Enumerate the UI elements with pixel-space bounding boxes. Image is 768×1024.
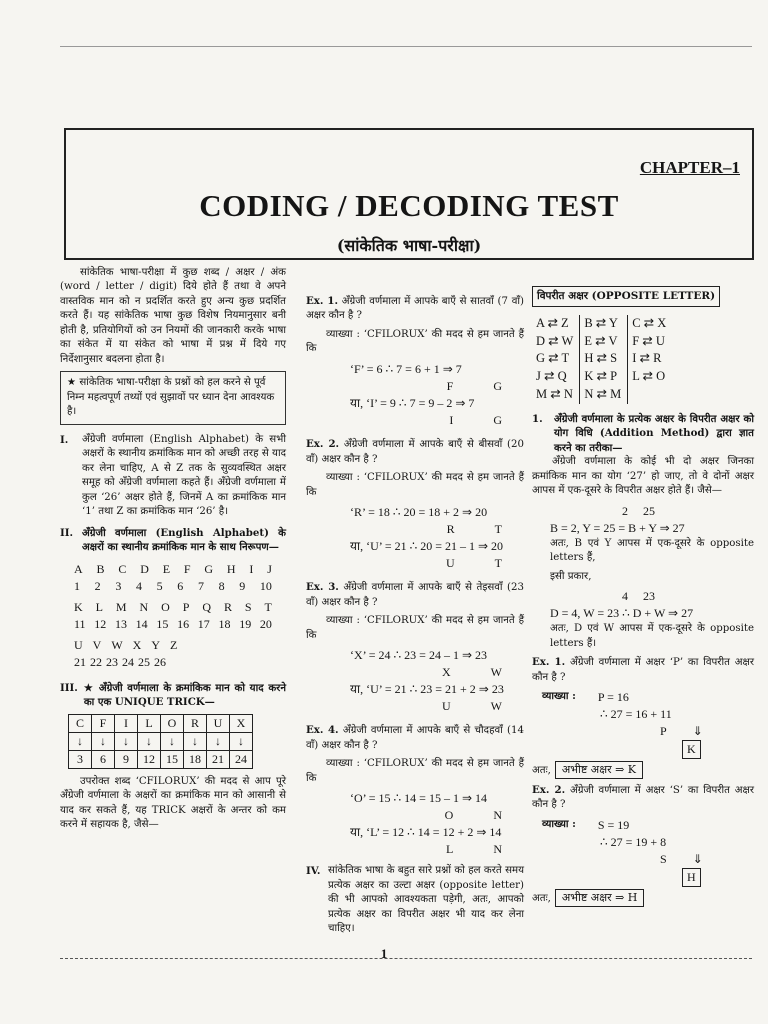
- example-letter: W: [490, 699, 502, 714]
- ex1-working: [542, 689, 754, 706]
- ex2-result-letter: H: [682, 868, 701, 887]
- alphabet-number: 6: [177, 578, 184, 593]
- opposite-pair: B ⇄ Y: [580, 315, 628, 333]
- alphabet-letter: J: [267, 561, 272, 576]
- trick-letter: U: [207, 714, 230, 732]
- example-letters: [306, 664, 524, 681]
- example-hint: व्याख्या : ‘CFILORUX’ की मदद से हम जानते हैं कि: [306, 615, 524, 641]
- alphabet-letter: W: [111, 637, 123, 652]
- page-number: 1: [380, 946, 388, 961]
- alphabet-letter: O: [161, 599, 170, 614]
- alphabet-number: 5: [156, 578, 163, 593]
- alphabet-number: 24: [122, 654, 134, 669]
- ex2-equation: ∴ 27 = 19 + 8: [600, 834, 667, 849]
- trick-letter: F: [92, 714, 115, 732]
- example-letters: [306, 698, 524, 715]
- alphabet-number: 10: [259, 578, 272, 593]
- alphabet-number: 19: [239, 616, 252, 631]
- example-a-numbers: 2 25: [622, 503, 655, 518]
- example-hint: व्याख्या : ‘CFILORUX’ की मदद से हम जानते हैं कि: [306, 328, 524, 355]
- alphabet-number: 1: [74, 578, 80, 593]
- alphabet-letter: C: [118, 561, 127, 576]
- ex1-equation: ∴ 27 = 16 + 11: [600, 707, 672, 722]
- alphabet-number: 2: [94, 578, 101, 593]
- opposite-pair: C ⇄ X: [628, 315, 673, 333]
- example-letter: U: [445, 556, 455, 571]
- alphabet-number: 20: [259, 616, 272, 631]
- ex1-answer: [532, 761, 754, 779]
- trick-arrow: ↓: [69, 732, 92, 750]
- example-letter: O: [444, 808, 454, 823]
- alphabet-letter: B: [96, 561, 105, 576]
- column-right: [532, 286, 754, 911]
- alphabet-number: 13: [114, 616, 127, 631]
- alphabet-letter: K: [74, 599, 83, 614]
- ex2-question: [532, 783, 754, 813]
- opposite-pair: H ⇄ S: [580, 350, 628, 368]
- ex1-value: P = 16: [597, 690, 629, 705]
- ex1-arrow: ⇓: [692, 724, 703, 739]
- example-question: [306, 437, 524, 467]
- example-letter: T: [494, 556, 502, 571]
- opposite-pair: A ⇄ Z: [536, 315, 569, 330]
- ex2-number: Ex. 2.: [532, 783, 566, 796]
- alphabet-table: [60, 561, 286, 675]
- section-1-text: अँग्रेजी वर्णमाला (English Alphabet) के सभी अक्षरों के स्थानीय क्रमांकिक मान को अच्छी तरह से याद कर लेना चाहिए, A से Z तक के सुव्यवस्थित अक्षर समूह को अँग्रेजी वर्णमाला कहते हैं। अँग्रेजी वर्णमाला में कुल ‘26’ अक्षर होते हैं, जिनमें A का क्रमांकिक मान ‘1’ तथा Z का क्रमांकिक मान ‘26’ है।: [82, 433, 286, 518]
- example-equation: ‘F’ = 6 ∴ 7 = 6 + 1 ⇒ 7: [350, 361, 462, 376]
- opposite-pair: [628, 386, 673, 404]
- example-letters: [306, 378, 524, 395]
- example-a-equation: B = 2, Y = 25 = B + Y ⇒ 27: [550, 520, 685, 535]
- column-left: [60, 266, 286, 837]
- alphabet-number: 4: [135, 578, 142, 593]
- alphabet-letter: L: [95, 599, 103, 614]
- opposite-pair: I ⇄ R: [628, 350, 673, 368]
- example-letter: N: [493, 842, 502, 857]
- alphabet-letter: X: [132, 637, 142, 652]
- opposite-letter-title: विपरीत अक्षर (OPPOSITE LETTER): [532, 286, 720, 307]
- ex2-arrow: ⇓: [692, 851, 703, 866]
- ex2-working: [542, 817, 754, 834]
- opposite-pair: F ⇄ U: [628, 333, 673, 351]
- example-letters: [306, 841, 524, 858]
- alphabet-letter: R: [223, 599, 232, 614]
- example-b-equation: D = 4, W = 23 ∴ D + W ⇒ 27: [550, 606, 694, 621]
- alphabet-number: 8: [218, 578, 225, 593]
- addition-method-text: अँग्रेजी वर्णमाला के प्रत्येक अक्षर के विपरीत अक्षर को योग विधि (Addition Method) द्वारा ज्ञात करने का तरीका—: [554, 412, 754, 454]
- alphabet-letter: S: [244, 599, 252, 614]
- example-letter: G: [493, 413, 502, 428]
- alphabet-letters-row: [60, 599, 286, 616]
- trick-letters-row: [69, 714, 253, 732]
- example-letter: T: [494, 522, 502, 537]
- trick-numbers-row: [69, 750, 253, 768]
- alphabet-letter: Y: [151, 637, 161, 652]
- trick-letter: C: [69, 714, 92, 732]
- opposite-row: [532, 315, 672, 333]
- alphabet-letter: P: [182, 599, 190, 614]
- alphabet-number: 3: [115, 578, 122, 593]
- section-2-text: अँग्रेजी वर्णमाला (English Alphabet) के अक्षरों का स्थानीय क्रमांकिक मान के साथ निरूपण—: [82, 526, 286, 554]
- ex1-label: व्याख्या :: [542, 690, 576, 703]
- top-rule: [60, 46, 752, 47]
- example-letter: F: [446, 378, 454, 393]
- alphabet-numbers-row: [60, 654, 286, 675]
- example-question: [306, 294, 524, 324]
- example-letter: I: [449, 413, 454, 428]
- example-letter: W: [490, 665, 502, 680]
- section-4-label: IV.: [306, 865, 321, 878]
- example-equation: या, ‘I’ = 9 ∴ 7 = 9 – 2 ⇒ 7: [350, 396, 475, 410]
- alphabet-number: 17: [197, 616, 210, 631]
- ex1-question: [532, 655, 754, 685]
- opposite-row: [532, 368, 672, 386]
- example-number: Ex. 4.: [306, 724, 339, 737]
- example-letter: G: [493, 378, 502, 393]
- column-middle: [306, 286, 524, 937]
- alphabet-letter: G: [204, 561, 214, 576]
- alphabet-letter: Q: [202, 599, 212, 614]
- example-letter: L: [445, 842, 454, 857]
- example-question-text: अँग्रेजी वर्णमाला में आपके बाएँ से सातवाँ (7 वाँ) अक्षर कौन है ?: [306, 296, 524, 322]
- ex1-answer-prefix: अतः,: [532, 765, 551, 777]
- ex2-value: S = 19: [597, 817, 630, 832]
- example-equation: ‘R’ = 18 ∴ 20 = 18 + 2 ⇒ 20: [350, 505, 488, 519]
- ex2-letter-row: [660, 851, 754, 868]
- opposite-row: [532, 333, 672, 351]
- note-box: ★ सांकेतिक भाषा-परीक्षा के प्रश्नों को हल करने से पूर्व निम्न महत्वपूर्ण तथ्यों एवं सुझावों पर ध्यान देना आवश्यक है।: [60, 371, 286, 424]
- section-1: [60, 433, 286, 520]
- trick-arrow: ↓: [230, 732, 253, 750]
- trick-number: 9: [115, 750, 138, 768]
- alphabet-letters-row: [60, 561, 286, 578]
- page-title: CODING / DECODING TEST: [199, 188, 619, 223]
- example-hint: व्याख्या : ‘CFILORUX’ की मदद से हम जानते हैं कि: [306, 758, 524, 784]
- example-equation: या, ‘U’ = 21 ∴ 23 = 21 + 2 ⇒ 23: [350, 682, 504, 697]
- alphabet-letter: E: [162, 561, 171, 576]
- example-question-text: अँग्रेजी वर्णमाला में आपके बाएँ से चौदहवाँ (14 वाँ) अक्षर कौन है ?: [306, 725, 524, 751]
- page-subtitle: (सांकेतिक भाषा-परीक्षा): [336, 236, 482, 255]
- example-a-more: इसी प्रकार,: [550, 570, 592, 582]
- intro-paragraph: सांकेतिक भाषा-परीक्षा में कुछ शब्द / अक्षर / अंक (word / letter / digit) दिये होते हैं तथा वे अपने वास्तविक मान को न प्रदर्शित करते हुए अन्य कुछ प्रदर्शित करते हैं। यह सांकेतिक भाषा कुछ विशेष नियमानुसार बनी होती है, प्रतियोगियों को उन नियमों की जानकारी करके भाषा का संकेत में या संकेत को भाषा में प्रश्न में दिये गए निर्देशानुसार बदलना होता है।: [60, 267, 286, 365]
- ex2-answer-box: अभीष्ट अक्षर ⇒ H: [555, 889, 645, 907]
- ex2-letter: S: [660, 851, 667, 866]
- opposite-row: [532, 350, 672, 368]
- section-4-text: सांकेतिक भाषा के बहुत सारे प्रश्नों को हल करते समय प्रत्येक अक्षर का उल्टा अक्षर (opposite letter) की भी आपको आवश्यकता पड़ेगी, अतः, आपको प्रत्येक अक्षर का विपरीत अक्षर भी याद कर लेना चाहिए।: [328, 865, 524, 935]
- example-question: [306, 723, 524, 753]
- trick-table: [68, 714, 253, 769]
- example-letters: [306, 412, 524, 429]
- trick-arrow: ↓: [161, 732, 184, 750]
- example-a-text: अतः, B एवं Y आपस में एक-दूसरे के opposite letters हैं,: [550, 537, 754, 564]
- ex2-question-text: अँग्रेजी वर्णमाला में अक्षर ‘S’ का विपरीत अक्षर कौन है ?: [532, 784, 754, 811]
- chapter-header-box: [64, 128, 754, 260]
- example-question-text: अँग्रेजी वर्णमाला में आपके बाएँ से तेइसवाँ (23 वाँ) अक्षर कौन है ?: [306, 582, 524, 608]
- trick-number: 24: [230, 750, 253, 768]
- trick-arrow: ↓: [138, 732, 161, 750]
- alphabet-letter: Z: [170, 637, 178, 652]
- section-3-label: III.: [60, 681, 78, 694]
- alphabet-letter: I: [249, 561, 254, 576]
- addition-method-section: [532, 412, 754, 455]
- example-question-text: अँग्रेजी वर्णमाला में आपके बाएँ से बीसवाँ (20 वाँ) अक्षर कौन है ?: [306, 439, 524, 465]
- opposite-row: [532, 386, 672, 404]
- opposite-pair: L ⇄ O: [628, 368, 673, 386]
- ex1-letter-row: [660, 723, 754, 740]
- opposite-pair: E ⇄ V: [580, 333, 628, 351]
- example-hint: व्याख्या : ‘CFILORUX’ की मदद से हम जानते हैं कि: [306, 472, 524, 498]
- alphabet-numbers-row: [60, 578, 286, 599]
- alphabet-letter: T: [264, 599, 272, 614]
- alphabet-letter: U: [74, 637, 83, 652]
- example-letters: [306, 521, 524, 538]
- alphabet-number: 12: [94, 616, 107, 631]
- trick-letter: L: [138, 714, 161, 732]
- alphabet-numbers-row: [60, 616, 286, 637]
- opposite-pair: M ⇄ N: [536, 386, 573, 401]
- alphabet-number: 22: [90, 654, 102, 669]
- example-letter: U: [442, 699, 451, 714]
- trick-number: 15: [161, 750, 184, 768]
- trick-letter: R: [184, 714, 207, 732]
- trick-number: 21: [207, 750, 230, 768]
- trick-arrow: ↓: [184, 732, 207, 750]
- section-3: [60, 681, 286, 710]
- example-equation: ‘O’ = 15 ∴ 14 = 15 – 1 ⇒ 14: [350, 791, 487, 806]
- ex2-result: [682, 868, 754, 887]
- alphabet-number: 18: [218, 616, 231, 631]
- section-1-label: I.: [60, 433, 69, 446]
- example-letter: X: [442, 665, 451, 680]
- example-block: [306, 580, 524, 715]
- section-2: [60, 526, 286, 555]
- example-b-numbers: 4 23: [622, 589, 655, 604]
- trick-letter: O: [161, 714, 184, 732]
- alphabet-letter: M: [115, 599, 127, 614]
- example-block: [306, 723, 524, 858]
- trick-number: 3: [69, 750, 92, 768]
- example-letters: [306, 807, 524, 824]
- example-number: Ex. 3.: [306, 581, 339, 594]
- trick-letter: X: [230, 714, 253, 732]
- alphabet-number: 25: [138, 654, 150, 669]
- section-2-label: II.: [60, 526, 74, 539]
- opposite-pair: N ⇄ M: [580, 386, 628, 404]
- alphabet-letter: F: [183, 561, 191, 576]
- opposite-letter-table: [532, 315, 672, 404]
- example-equation: या, ‘L’ = 12 ∴ 14 = 12 + 2 ⇒ 14: [350, 825, 502, 840]
- trick-arrow: ↓: [92, 732, 115, 750]
- trick-number: 18: [184, 750, 207, 768]
- alphabet-number: 15: [156, 616, 169, 631]
- ex1-answer-box: अभीष्ट अक्षर ⇒ K: [555, 761, 643, 779]
- section-3-text: ★ अँग्रेजी वर्णमाला के क्रमांकिक मान को याद करने का एक UNIQUE TRICK—: [83, 681, 286, 709]
- example-letters: [306, 555, 524, 572]
- trick-number: 12: [138, 750, 161, 768]
- trick-arrow: ↓: [207, 732, 230, 750]
- alphabet-number: 26: [154, 654, 166, 669]
- alphabet-letter: A: [74, 561, 83, 576]
- alphabet-letter: H: [226, 561, 236, 576]
- alphabet-number: 9: [239, 578, 246, 593]
- example-block: [306, 437, 524, 572]
- opposite-pair: G ⇄ T: [536, 351, 570, 366]
- ex1-letter: P: [660, 724, 667, 739]
- examples-list: [306, 294, 524, 858]
- example-b-text: अतः, D एवं W आपस में एक-दूसरे के opposite letters हैं।: [550, 623, 754, 649]
- opposite-pair: J ⇄ Q: [536, 369, 567, 384]
- alphabet-letters-row: [60, 637, 286, 654]
- addition-method-label: 1.: [532, 412, 543, 425]
- outro-paragraph: उपरोक्त शब्द ‘CFILORUX’ की मदद से आप पूरे अँग्रेजी वर्णमाला के अक्षरों का क्रमांकिक मान को आसानी से याद कर सकते हैं, यह TRICK अक्षरों के अन्तर को कम करने में सहायक है, जैसे—: [60, 775, 286, 831]
- alphabet-number: 11: [74, 616, 86, 631]
- ex1-result: [682, 740, 754, 759]
- trick-number: 6: [92, 750, 115, 768]
- trick-letter: I: [115, 714, 138, 732]
- trick-arrows-row: [69, 732, 253, 750]
- example-equation: या, ‘U’ = 21 ∴ 20 = 21 – 1 ⇒ 20: [350, 539, 504, 554]
- example-number: Ex. 1.: [306, 295, 339, 307]
- alphabet-number: 21: [74, 654, 86, 669]
- example-question: [306, 580, 524, 610]
- trick-arrow: ↓: [115, 732, 138, 750]
- example-equation: ‘X’ = 24 ∴ 23 = 24 – 1 ⇒ 23: [350, 648, 487, 663]
- example-block: [306, 294, 524, 429]
- alphabet-letter: N: [139, 599, 149, 614]
- alphabet-number: 14: [135, 616, 148, 631]
- addition-method-paragraph: अँग्रेजी वर्णमाला के कोई भी दो अक्षर जिनका क्रमांकिक मान का योग ‘27’ हो जाए, तो वे दोनों अक्षर आपस में एक-दूसरे के विपरीत अक्षर होते हैं। जैसे—: [532, 456, 754, 497]
- alphabet-number: 7: [197, 578, 204, 593]
- ex2-label: व्याख्या :: [542, 817, 576, 830]
- example-number: Ex. 2.: [306, 438, 340, 451]
- opposite-pair: K ⇄ P: [580, 368, 628, 386]
- ex1-result-letter: K: [682, 740, 701, 759]
- alphabet-number: 16: [177, 616, 190, 631]
- footer-rule: [60, 958, 752, 959]
- alphabet-letter: V: [92, 637, 102, 652]
- alphabet-number: 23: [106, 654, 118, 669]
- alphabet-letter: D: [140, 561, 149, 576]
- ex2-answer: [532, 889, 754, 907]
- section-4: [306, 864, 524, 936]
- chapter-label: CHAPTER–1: [639, 158, 740, 177]
- opposite-pair: D ⇄ W: [536, 333, 574, 348]
- example-letter: N: [493, 808, 502, 823]
- ex1-question-text: अँग्रेजी वर्णमाला में अक्षर ‘P’ का विपरीत अक्षर कौन है ?: [532, 657, 754, 683]
- example-letter: R: [446, 522, 455, 537]
- ex2-answer-prefix: अतः,: [532, 892, 551, 904]
- ex1-number: Ex. 1.: [532, 656, 566, 669]
